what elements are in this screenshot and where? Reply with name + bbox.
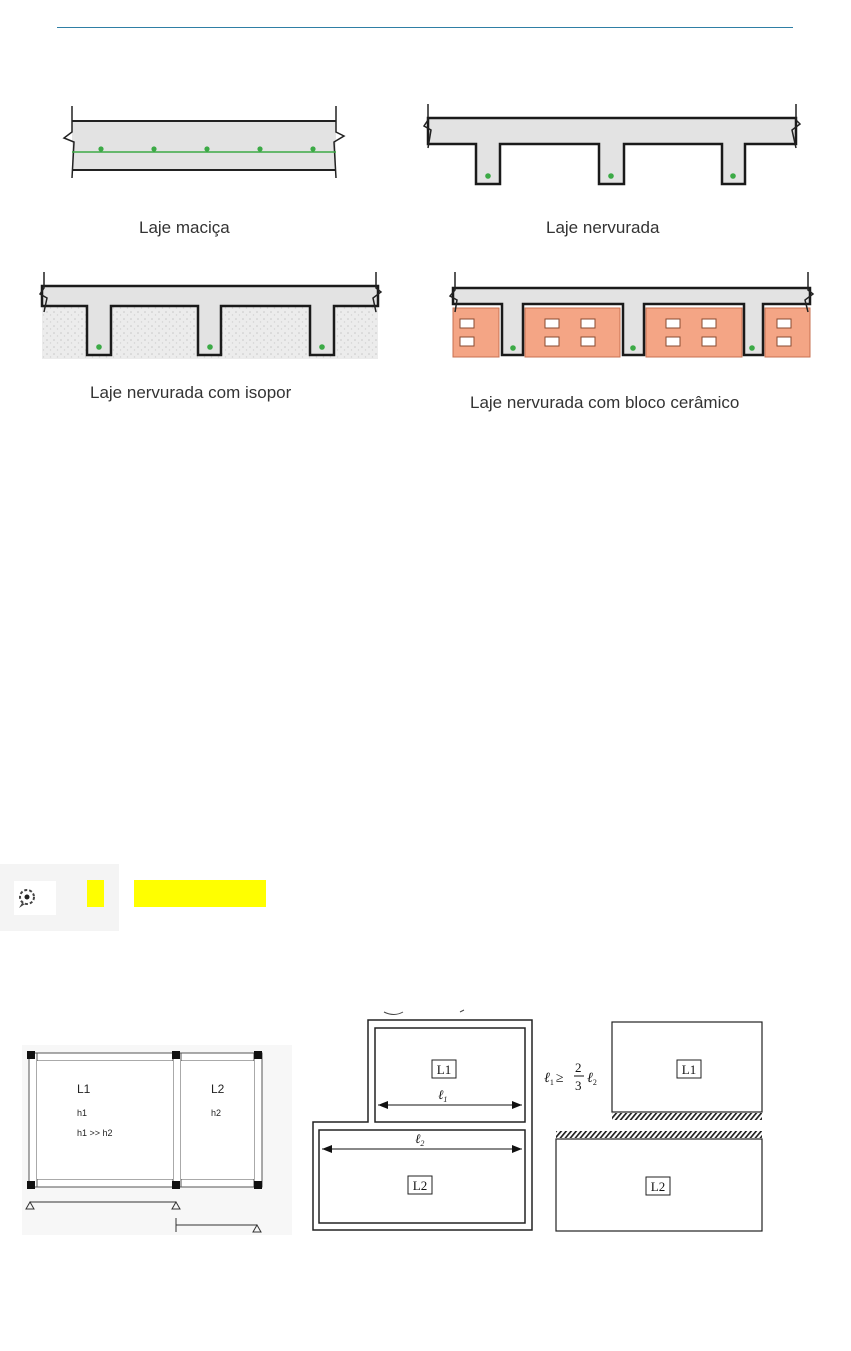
fraction-denominator: 3: [575, 1078, 582, 1093]
slab-l2-label: L2: [211, 1082, 225, 1096]
slab-l1-separated-tag: L1: [681, 1062, 697, 1077]
slab-l2-height: h2: [211, 1108, 222, 1118]
highlight-mark[interactable]: [87, 880, 104, 907]
caption-laje-macica: Laje maciça: [139, 218, 230, 237]
figure-laje-nervurada-ceramico: [445, 268, 815, 366]
caption-laje-nervurada-ceramico: Laje nervurada com bloco cerâmico: [470, 393, 740, 412]
figure-laje-macica: [60, 98, 360, 178]
span-condition-rhs: ℓ$_2$: [587, 1071, 597, 1087]
span-l1-label: ℓ$_1$: [438, 1087, 448, 1104]
highlight-mark-wide[interactable]: [134, 880, 266, 907]
span-condition: ℓ$_1$ ≥: [544, 1071, 564, 1087]
span-l2-label: ℓ$_2$: [415, 1131, 425, 1148]
slab-l1-tag: L1: [436, 1062, 452, 1077]
height-relation: h1 >> h2: [77, 1128, 113, 1138]
figure-laje-nervurada-isopor: [38, 268, 383, 364]
header-rule: [57, 27, 793, 28]
fraction-numerator: 2: [575, 1060, 582, 1075]
figure-span-condition: [540, 1018, 768, 1234]
caption-laje-nervurada: Laje nervurada: [546, 218, 660, 237]
slab-l2-separated-tag: L2: [650, 1179, 666, 1194]
figure-laje-nervurada: [422, 98, 802, 193]
comment-bubble-button[interactable]: [14, 881, 56, 915]
comment-bubble-icon: [14, 881, 56, 915]
caption-laje-nervurada-isopor: Laje nervurada com isopor: [90, 383, 292, 402]
slab-l1-label: L1: [77, 1082, 91, 1096]
slab-l2-tag: L2: [412, 1178, 428, 1193]
slab-l1-height: h1: [77, 1108, 88, 1118]
figure-l-shaped-slabs: [310, 1008, 538, 1238]
figure-slabs-plan: [22, 1045, 292, 1240]
